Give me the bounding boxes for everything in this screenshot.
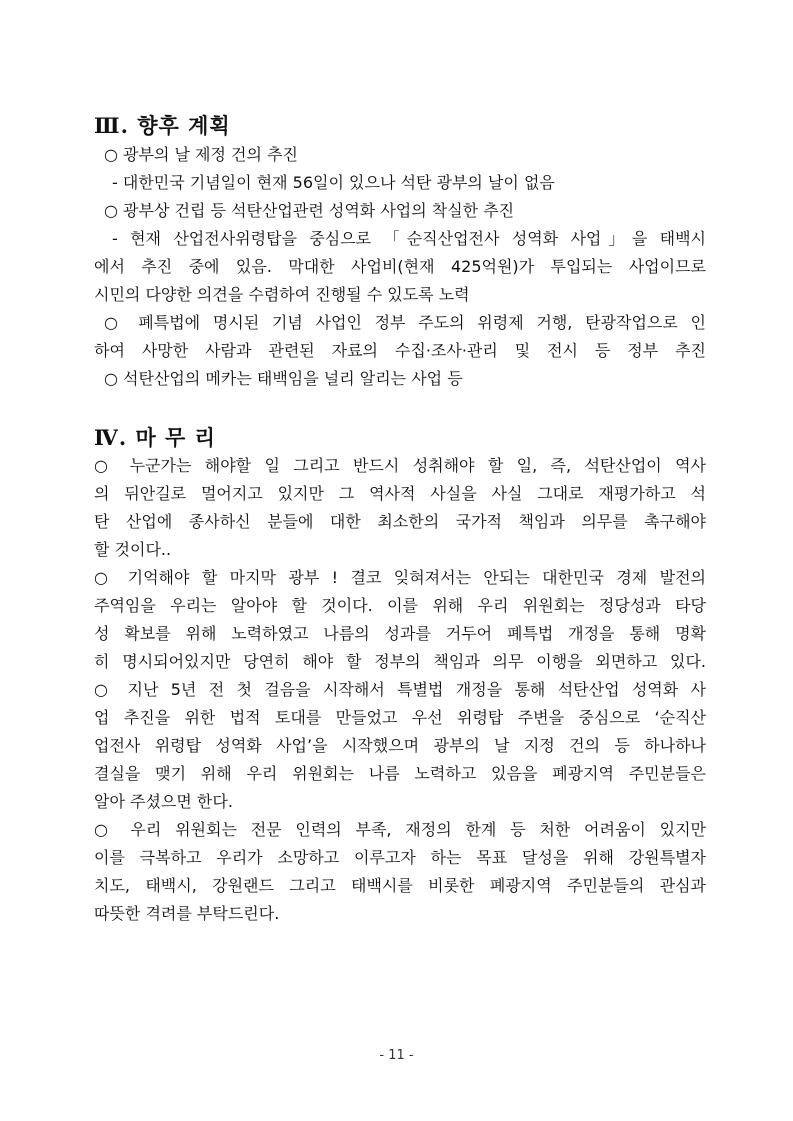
bullet-line: ○ 누군가는 해야할 일 그리고 반드시 성취해야 할 일, 즉, 석탄산업이 역사: [94, 456, 706, 475]
body-line: 업전사 위령탑 성역화 사업’을 시작했으며 광부의 날 지정 건의 등 하나하나: [94, 736, 706, 755]
section-3-heading: Ⅲ. 향후 계획: [94, 113, 231, 138]
bullet-line: ○ 기억해야 할 마지막 광부 ! 결코 잊혀져서는 안되는 대한민국 경제 발전의: [94, 568, 706, 587]
dash-line: - 현재 산업전사위령탑을 중심으로 「순직산업전사 성역화 사업」을 태백시: [112, 229, 706, 248]
body-line: 의 뒤안길로 멀어지고 있지만 그 역사적 사실을 사실 그대로 재평가하고 석: [94, 484, 706, 503]
section-4-heading: Ⅳ. 마 무 리: [94, 425, 216, 450]
bullet-line: ○ 광부의 날 제정 건의 추진: [104, 145, 298, 164]
body-line: 알아 주셨으면 한다.: [94, 792, 233, 811]
body-line: 이를 극복하고 우리가 소망하고 이루고자 하는 목표 달성을 위해 강원특별자: [94, 848, 706, 867]
body-line: 업 추진을 위한 법적 토대를 만들었고 우선 위령탑 주변을 중심으로 ‘순직산: [94, 708, 706, 727]
body-line: 에서 추진 중에 있음. 막대한 사업비(현재 425억원)가 투입되는 사업이므로: [94, 257, 706, 276]
dash-line: - 대한민국 기념일이 현재 56일이 있으나 석탄 광부의 날이 없음: [112, 173, 555, 192]
body-line: 히 명시되어있지만 당연히 해야 할 정부의 책임과 의무 이행을 외면하고 있다.: [94, 652, 706, 671]
body-line: 시민의 다양한 의견을 수렴하여 진행될 수 있도록 노력: [94, 285, 470, 304]
bullet-line: ○ 우리 위원회는 전문 인력의 부족, 재정의 한계 등 처한 어려움이 있지만: [94, 820, 706, 839]
body-line: 결실을 맺기 위해 우리 위원회는 나름 노력하고 있음을 폐광지역 주민분들은: [94, 764, 706, 783]
body-line: 할 것이다..: [94, 540, 172, 559]
bullet-line: ○ 지난 5년 전 첫 걸음을 시작해서 특별법 개정을 통해 석탄산업 성역화 사: [94, 680, 706, 699]
body-line: 치도, 태백시, 강원랜드 그리고 태백시를 비롯한 폐광지역 주민분들의 관심과: [94, 876, 706, 895]
bullet-line: ○ 석탄산업의 메카는 태백임을 널리 알리는 사업 등: [104, 369, 463, 388]
body-line: 하여 사망한 사람과 관련된 자료의 수집·조사·관리 및 전시 등 정부 추진: [94, 341, 706, 360]
bullet-line: ○ 광부상 건립 등 석탄산업관련 성역화 사업의 착실한 추진: [104, 201, 515, 220]
bullet-line: ○ 폐특법에 명시된 기념 사업인 정부 주도의 위령제 거행, 탄광작업으로 인: [104, 313, 706, 332]
body-line: 주역임을 우리는 알아야 할 것이다. 이를 위해 우리 위원회는 정당성과 타당: [94, 596, 706, 615]
body-line: 따뜻한 격려를 부탁드린다.: [94, 904, 280, 923]
body-line: 성 확보를 위해 노력하였고 나름의 성과를 거두어 폐특법 개정을 통해 명확: [94, 624, 706, 643]
body-line: 탄 산업에 종사하신 분들에 대한 최소한의 국가적 책임과 의무를 촉구해야: [94, 512, 706, 531]
page-number: - 11 -: [379, 1048, 414, 1063]
